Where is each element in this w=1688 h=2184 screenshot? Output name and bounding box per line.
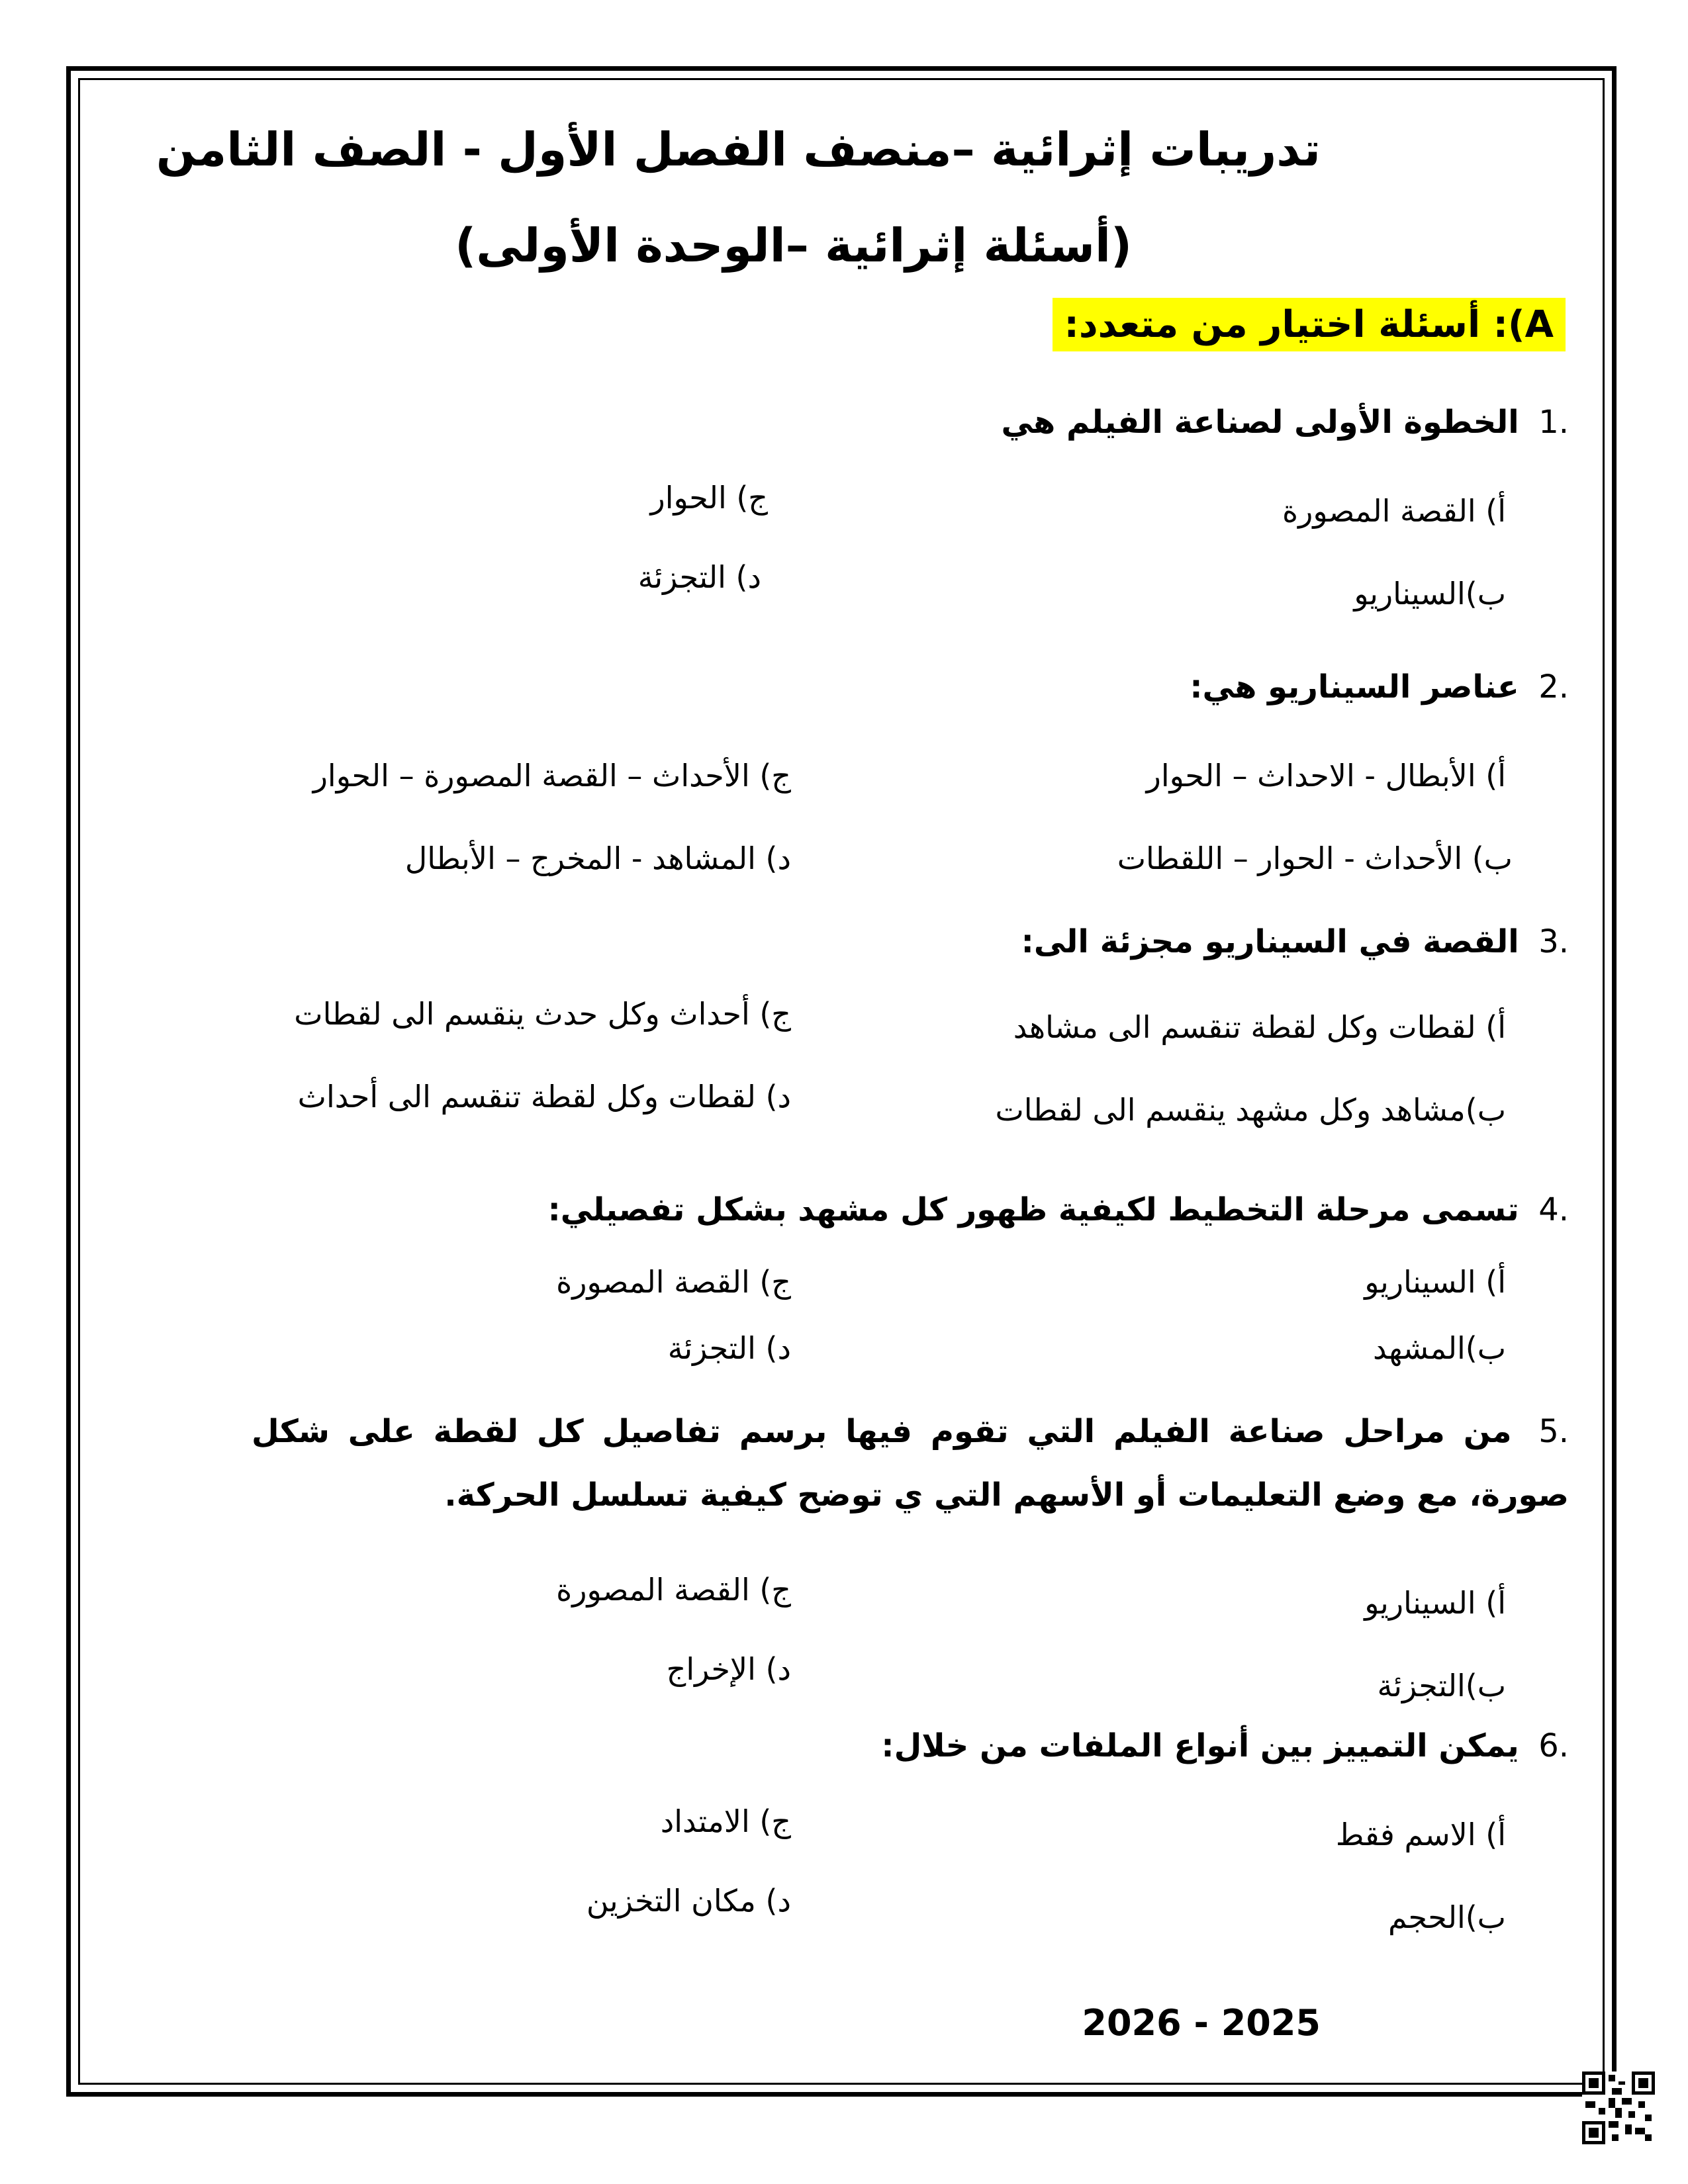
qr-code-icon [1582, 2071, 1655, 2144]
q1-option-c: ج) الحوار [650, 480, 768, 516]
question-number: .4 [1538, 1191, 1569, 1228]
question-text: الخطوة الأولى لصناعة الفيلم هي [1001, 404, 1519, 441]
q4-option-b: ب)المشهد [1372, 1330, 1506, 1366]
question-number: .6 [1538, 1727, 1569, 1764]
question-number: .2 [1538, 668, 1569, 705]
q6-option-c: ج) الامتداد [660, 1803, 791, 1839]
question-2 [1190, 668, 1569, 705]
q5-option-c: ج) القصة المصورة [556, 1572, 791, 1608]
q2-option-b: ب) الأحداث - الحوار – اللقطات [1117, 841, 1513, 876]
section-heading [1053, 298, 1566, 351]
q3-option-c: ج) أحداث وكل حدث ينقسم الى لقطات [294, 996, 791, 1032]
section-letter: A [1524, 303, 1554, 346]
section-label: ): أسئلة اختيار من متعدد: [1064, 303, 1525, 346]
question-1 [1001, 404, 1569, 441]
q6-option-b: ب)الحجم [1387, 1899, 1506, 1935]
q5-option-d: د) الإخراج [666, 1651, 791, 1687]
q6-option-a: أ) الاسم فقط [1335, 1817, 1506, 1852]
question-text: من مراحل صناعة الفيلم التي تقوم فيها برسم تفاصيل كل لقطة على شكل صورة، مع وضع التعليمات أو الأسهم التي ي توضح كيفية تسلسل الحركة. [252, 1413, 1569, 1514]
q5-option-b: ب)التجزئة [1377, 1668, 1506, 1704]
q4-option-a: أ) السيناريو [1364, 1264, 1506, 1300]
q6-option-d: د) مكان التخزين [586, 1883, 791, 1919]
question-5 [252, 1400, 1569, 1527]
page-subtitle: (أسئلة إثرائية –الوحدة الأولى) [455, 218, 1132, 273]
q1-option-d: د) التجزئة [637, 559, 761, 595]
question-number: .5 [1538, 1413, 1569, 1450]
q2-option-d: د) المشاهد - المخرج – الأبطال [404, 841, 791, 876]
q3-option-a: أ) لقطات وكل لقطة تنقسم الى مشاهد [1013, 1009, 1506, 1045]
q1-option-b: ب)السيناريو [1354, 576, 1506, 612]
q4-option-d: د) التجزئة [667, 1330, 791, 1366]
q4-option-c: ج) القصة المصورة [556, 1264, 791, 1300]
question-number: .3 [1538, 923, 1569, 960]
question-text: عناصر السيناريو هي: [1190, 668, 1519, 705]
question-number: .1 [1538, 404, 1569, 441]
question-text: يمكن التمييز بين أنواع الملفات من خلال: [881, 1727, 1519, 1764]
question-3 [1021, 923, 1569, 960]
q3-option-d: د) لقطات وكل لقطة تنقسم الى أحداث [297, 1079, 791, 1115]
q2-option-a: أ) الأبطال - الاحداث – الحوار [1146, 758, 1506, 794]
q2-option-c: ج) الأحداث – القصة المصورة – الحوار [312, 758, 791, 794]
q1-option-a: أ) القصة المصورة [1282, 493, 1506, 529]
q5-option-a: أ) السيناريو [1364, 1585, 1506, 1621]
question-text: القصة في السيناريو مجزئة الى: [1021, 923, 1519, 960]
academic-year: 2026 - 2025 [1082, 2002, 1321, 2044]
q3-option-b: ب)مشاهد وكل مشهد ينقسم الى لقطات [995, 1092, 1506, 1128]
question-6 [881, 1727, 1569, 1764]
question-4 [548, 1191, 1569, 1228]
question-text: تسمى مرحلة التخطيط لكيفية ظهور كل مشهد بشكل تفصيلي: [547, 1191, 1519, 1228]
page-title: تدريبات إثرائية –منصف الفصل الأول - الصف الثامن [156, 122, 1321, 177]
